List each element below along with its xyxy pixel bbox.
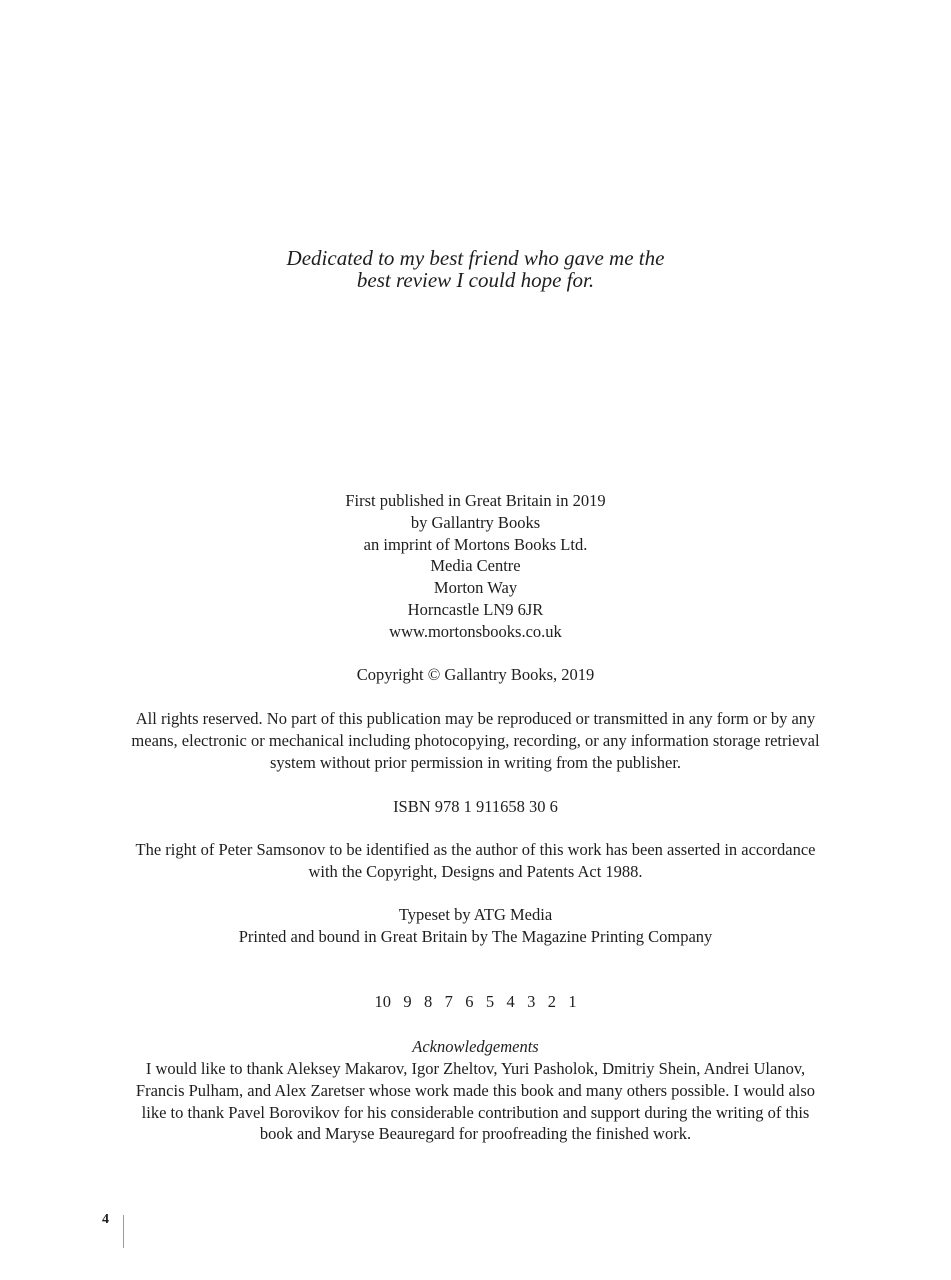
production-credits — [0, 904, 951, 948]
printer-credit: Printed and bound in Great Britain by The Magazine Printing Company — [238, 926, 713, 946]
imprint-block — [0, 490, 951, 686]
dedication — [0, 247, 951, 291]
imprint-line-publisher: by Gallantry Books — [410, 512, 541, 532]
copyright-line: Copyright © Gallantry Books, 2019 — [356, 665, 595, 685]
acknowledgements-body: I would like to thank Aleksey Makarov, Igor Zheltov, Yuri Pasholok, Dmitriy Shein, Andrei Ulanov, Francis Pulham, and Alex Zaretser whose work made this book and many others possible. I would also like to thank Pavel Borovikov for his considerable contribution and support during the writing of this book and Maryse Beauregard for proofreading the finished work. — [135, 1059, 816, 1144]
isbn: ISBN 978 1 911658 30 6 — [393, 797, 558, 816]
page-number: 4 — [102, 1212, 109, 1227]
printer-key-line: 10 9 8 7 6 5 4 3 2 1 — [374, 992, 577, 1011]
dedication-line-2: best review I could hope for. — [356, 268, 595, 292]
imprint-line-address-3: Horncastle LN9 6JR — [407, 599, 544, 619]
imprint-line-imprint: an imprint of Mortons Books Ltd. — [363, 534, 588, 554]
dedication-line-1: Dedicated to my best friend who gave me the — [286, 246, 665, 270]
imprint-line-first-published: First published in Great Britain in 2019 — [345, 491, 606, 510]
page-number-rule — [123, 1215, 124, 1248]
imprint-line-address-1: Media Centre — [430, 556, 521, 576]
imprint-line-website: www.mortonsbooks.co.uk — [389, 621, 562, 641]
imprint-line-address-2: Morton Way — [433, 578, 518, 598]
author-rights-statement: The right of Peter Samsonov to be identified as the author of this work has been asserted in accordance with the Copyright, Designs and Patents Act 1988. — [135, 840, 816, 881]
typeset-credit: Typeset by ATG Media — [398, 905, 553, 924]
acknowledgements-heading: Acknowledgements — [412, 1037, 539, 1056]
imprint-spacer — [0, 643, 951, 665]
rights-reserved-notice: All rights reserved. No part of this publication may be reproduced or transmitted in any form or by any means, electronic or mechanical including photocopying, recording, or any information storage retrieval system without prior permission in writing from the publisher. — [131, 709, 820, 772]
